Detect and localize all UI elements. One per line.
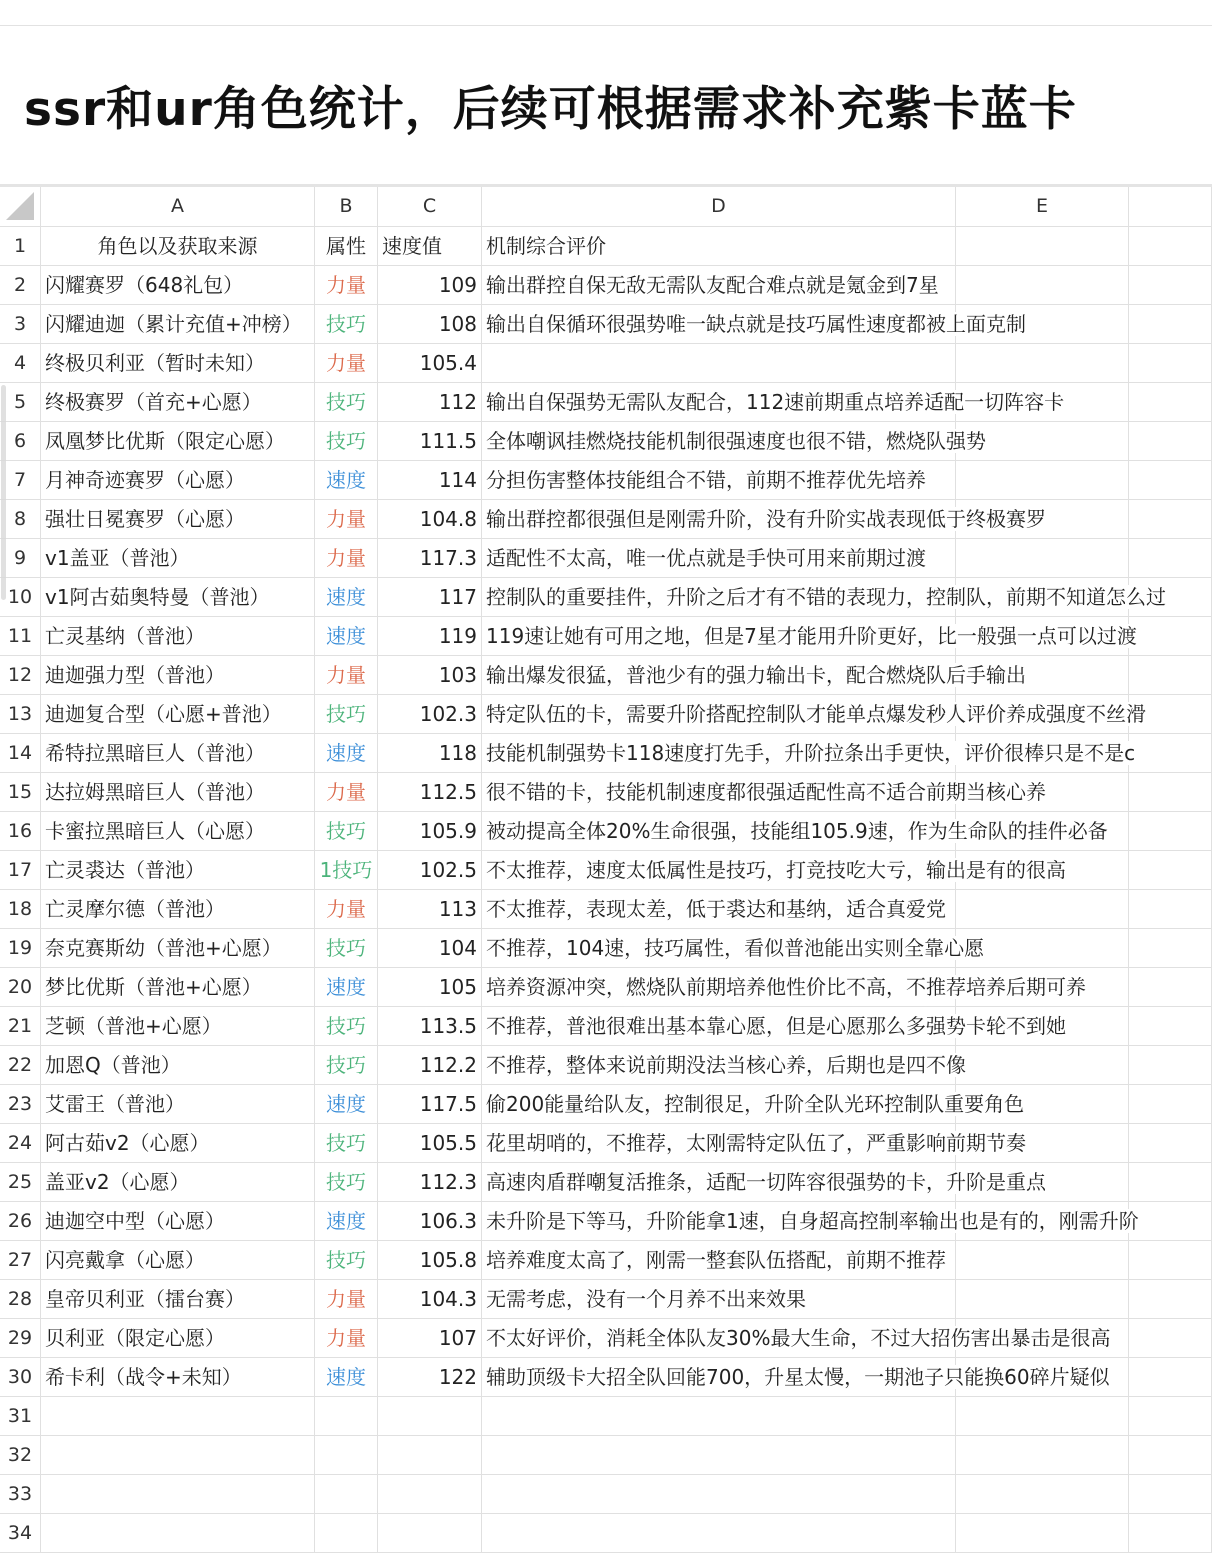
cell-character[interactable]: 亡灵摩尔德（普池） [41,890,315,929]
cell-attribute[interactable]: 技巧 [315,812,378,851]
cell-review[interactable] [482,500,1046,539]
table-row [0,656,1212,695]
row-number[interactable]: 31 [0,1397,41,1436]
table-row [0,812,1212,851]
cell-attribute[interactable]: 速度 [315,1085,378,1124]
cell-speed[interactable]: 102.5 [378,851,482,890]
table-row [0,851,1212,890]
review-text: 全体嘲讽挂燃烧技能机制很强速度也很不错，燃烧队强势 [486,429,986,453]
cell-attribute[interactable]: 力量 [315,500,378,539]
row-number[interactable]: 20 [0,968,41,1007]
cell-e[interactable] [956,1280,1129,1319]
cell-speed[interactable]: 117.5 [378,1085,482,1124]
cell-f[interactable] [1129,773,1212,812]
row-number[interactable]: 12 [0,656,41,695]
cell-speed[interactable]: 108 [378,305,482,344]
review-text: 输出群控自保无敌无需队友配合难点就是氪金到7星 [486,273,939,297]
empty-row [0,1397,1212,1436]
cell-e[interactable] [956,227,1129,266]
table-row-header [0,227,1212,266]
cell-f[interactable] [1129,734,1212,773]
cell-character[interactable]: 凤凰梦比优斯（限定心愿） [41,422,315,461]
review-text: 不推荐，整体来说前期没法当核心养，后期也是四不像 [486,1053,966,1077]
cell-f[interactable] [1129,305,1212,344]
cell-review[interactable] [482,812,1108,851]
column-header-row [0,184,1212,227]
table-row [0,344,1212,383]
review-text: 技能机制强势卡118速度打先手，升阶拉条出手更快，评价很棒只是不是c [486,741,1136,765]
cell-review[interactable] [482,266,956,305]
table-row [0,1124,1212,1163]
cell-e[interactable] [956,461,1129,500]
cell-speed[interactable]: 118 [378,734,482,773]
row-number[interactable]: 24 [0,1124,41,1163]
table-row [0,305,1212,344]
cell-attribute[interactable]: 力量 [315,266,378,305]
empty-row [0,1514,1212,1553]
cell-character[interactable]: 闪耀赛罗（648礼包） [41,266,315,305]
row-number[interactable]: 7 [0,461,41,500]
table-row [0,500,1212,539]
cell-character[interactable]: 阿古茹v2（心愿） [41,1124,315,1163]
review-text: 控制队的重要挂件，升阶之后才有不错的表现力，控制队，前期不知道怎么过 [486,585,1166,609]
review-text: 高速肉盾群嘲复活推条，适配一切阵容很强势的卡，升阶是重点 [486,1170,1046,1194]
cell-review[interactable] [482,305,1026,344]
cell-attribute[interactable]: 速度 [315,1202,378,1241]
cell-review[interactable] [482,422,986,461]
cell-f[interactable] [1129,1124,1212,1163]
cell-c[interactable] [378,1475,482,1514]
cell-b[interactable] [315,1514,378,1553]
cell-d[interactable] [482,1514,956,1553]
cell-speed[interactable]: 112.2 [378,1046,482,1085]
cell-character[interactable]: 达拉姆黑暗巨人（普池） [41,773,315,812]
row-number[interactable]: 23 [0,1085,41,1124]
cell-f[interactable] [1129,344,1212,383]
cell-d[interactable] [482,1397,956,1436]
cell-review[interactable] [482,890,956,929]
cell-character[interactable]: 迪迦复合型（心愿+普池） [41,695,315,734]
table-row [0,1007,1212,1046]
cell-review[interactable] [482,851,1066,890]
row-number[interactable]: 13 [0,695,41,734]
top-toolbar [0,0,1212,26]
row-number[interactable]: 30 [0,1358,41,1397]
review-text: 119速让她有可用之地，但是7星才能用升阶更好，比一般强一点可以过渡 [486,624,1137,648]
review-text: 不推荐，普池很难出基本靠心愿，但是心愿那么多强势卡轮不到她 [486,1014,1066,1038]
cell-attribute[interactable]: 技巧 [315,1241,378,1280]
row-number[interactable]: 28 [0,1280,41,1319]
cell-speed[interactable]: 112.3 [378,1163,482,1202]
cell-speed[interactable]: 105 [378,968,482,1007]
table-row [0,578,1212,617]
cell-f[interactable] [1129,812,1212,851]
cell-f[interactable] [1129,500,1212,539]
cell-review[interactable] [482,1046,966,1085]
cell-speed[interactable]: 119 [378,617,482,656]
cell-review[interactable] [482,1358,1110,1397]
cell-b[interactable] [315,1475,378,1514]
row-number[interactable]: 10 [0,578,41,617]
cell-f[interactable] [1129,1475,1212,1514]
row-number[interactable]: 8 [0,500,41,539]
column-header-b[interactable]: B [315,187,378,227]
header-cell-attribute[interactable]: 属性 [315,227,378,266]
cell-character[interactable]: 强壮日冕赛罗（心愿） [41,500,315,539]
cell-c[interactable] [378,1436,482,1475]
review-text: 未升阶是下等马，升阶能拿1速，自身超高控制率输出也是有的，刚需升阶 [486,1209,1139,1233]
cell-attribute[interactable]: 力量 [315,656,378,695]
row-number[interactable]: 21 [0,1007,41,1046]
cell-character[interactable]: 亡灵基纳（普池） [41,617,315,656]
table-row [0,1241,1212,1280]
table-row [0,461,1212,500]
review-text: 分担伤害整体技能组合不错，前期不推荐优先培养 [486,468,926,492]
cell-a[interactable] [41,1514,315,1553]
cell-character[interactable]: 迪迦强力型（普池） [41,656,315,695]
cell-f[interactable] [1129,890,1212,929]
row-number[interactable]: 22 [0,1046,41,1085]
cell-e[interactable] [956,1436,1129,1475]
row-number[interactable]: 9 [0,539,41,578]
cell-attribute[interactable]: 力量 [315,1280,378,1319]
cell-attribute[interactable]: 技巧 [315,305,378,344]
table-row [0,1319,1212,1358]
cell-f[interactable] [1129,1319,1212,1358]
cell-b[interactable] [315,1397,378,1436]
column-header-d[interactable]: D [482,187,956,227]
cell-speed[interactable]: 105.9 [378,812,482,851]
cell-speed[interactable]: 104 [378,929,482,968]
table-row [0,1085,1212,1124]
cell-character[interactable]: v1盖亚（普池） [41,539,315,578]
cell-review[interactable] [482,1241,956,1280]
review-text: 不太推荐，速度太低属性是技巧，打竞技吃大亏，输出是有的很高 [486,858,1066,882]
cell-f[interactable] [1129,1007,1212,1046]
cell-f[interactable] [1129,539,1212,578]
review-text: 适配性不太高，唯一优点就是手快可用来前期过渡 [486,546,926,570]
table-row [0,695,1212,734]
cell-character[interactable]: v1阿古茹奥特曼（普池） [41,578,315,617]
cell-f[interactable] [1129,383,1212,422]
cell-attribute[interactable]: 速度 [315,734,378,773]
cell-attribute[interactable]: 速度 [315,1358,378,1397]
cell-a[interactable] [41,1436,315,1475]
row-number[interactable]: 33 [0,1475,41,1514]
cell-review[interactable] [482,344,956,383]
cell-review[interactable] [482,461,956,500]
cell-character[interactable]: 芝顿（普池+心愿） [41,1007,315,1046]
cell-attribute[interactable]: 技巧 [315,1046,378,1085]
review-text: 输出自保强势无需队友配合，112速前期重点培养适配一切阵容卡 [486,390,1065,414]
table-row [0,422,1212,461]
cell-e[interactable] [956,344,1129,383]
cell-f[interactable] [1129,1241,1212,1280]
row-number[interactable]: 2 [0,266,41,305]
cell-attribute[interactable]: 力量 [315,890,378,929]
cell-e[interactable] [956,1241,1129,1280]
cell-review[interactable] [482,1280,956,1319]
row-number[interactable]: 5 [0,383,41,422]
cell-speed[interactable]: 112.5 [378,773,482,812]
header-cell-speed[interactable]: 速度值 [378,227,482,266]
cell-speed[interactable]: 102.3 [378,695,482,734]
cell-speed[interactable]: 113.5 [378,1007,482,1046]
cell-f[interactable] [1129,656,1212,695]
cell-review[interactable] [482,734,1136,773]
cell-speed[interactable]: 117.3 [378,539,482,578]
cell-character[interactable]: 奈克赛斯幼（普池+心愿） [41,929,315,968]
row-number[interactable]: 27 [0,1241,41,1280]
header-cell-name[interactable]: 角色以及获取来源 [41,227,315,266]
row-number[interactable]: 6 [0,422,41,461]
review-text: 输出爆发很猛，普池少有的强力输出卡，配合燃烧队后手输出 [486,663,1026,687]
cell-attribute[interactable]: 力量 [315,539,378,578]
cell-attribute[interactable]: 技巧 [315,695,378,734]
cell-f[interactable] [1129,1046,1212,1085]
row-number[interactable]: 17 [0,851,41,890]
cell-review[interactable] [482,383,1065,422]
cell-attribute[interactable]: 技巧 [315,1124,378,1163]
cell-speed[interactable]: 113 [378,890,482,929]
row-number[interactable]: 1 [0,227,41,266]
cell-f[interactable] [1129,1358,1212,1397]
cell-speed[interactable]: 104.3 [378,1280,482,1319]
cell-c[interactable] [378,1514,482,1553]
review-text: 培养难度太高了，刚需一整套队伍搭配，前期不推荐 [486,1248,946,1272]
cell-f[interactable] [1129,1280,1212,1319]
cell-e[interactable] [956,1397,1129,1436]
cell-speed[interactable]: 112 [378,383,482,422]
sheet-title: ssr和ur角色统计，后续可根据需求补充紫卡蓝卡 [24,82,1077,137]
cell-speed[interactable]: 107 [378,1319,482,1358]
cell-attribute[interactable]: 速度 [315,461,378,500]
cell-character[interactable]: 加恩Q（普池） [41,1046,315,1085]
table-row [0,1358,1212,1397]
cell-speed[interactable]: 105.4 [378,344,482,383]
table-row [0,1280,1212,1319]
cell-d[interactable] [482,1475,956,1514]
cell-attribute[interactable]: 技巧 [315,1007,378,1046]
cell-a[interactable] [41,1397,315,1436]
row-number[interactable]: 11 [0,617,41,656]
cell-review[interactable] [482,539,956,578]
row-number[interactable]: 16 [0,812,41,851]
cell-f[interactable] [1129,1202,1212,1241]
table-row [0,617,1212,656]
cell-speed[interactable]: 105.8 [378,1241,482,1280]
cell-character[interactable]: 希卡利（战令+未知） [41,1358,315,1397]
header-cell-review[interactable]: 机制综合评价 [482,227,956,266]
cell-e[interactable] [956,1475,1129,1514]
review-text: 辅助顶级卡大招全队回能700，升星太慢，一期池子只能换60碎片疑似 [486,1365,1110,1389]
cell-attribute[interactable]: 速度 [315,578,378,617]
cell-character[interactable]: 闪亮戴拿（心愿） [41,1241,315,1280]
cell-attribute[interactable]: 技巧 [315,422,378,461]
cell-speed[interactable]: 104.8 [378,500,482,539]
cell-review[interactable] [482,1163,1046,1202]
cell-speed[interactable]: 105.5 [378,1124,482,1163]
cell-c[interactable] [378,1397,482,1436]
cell-e[interactable] [956,1046,1129,1085]
cell-review[interactable] [482,1124,1026,1163]
review-text: 不太好评价，消耗全体队友30%最大生命，不过大招伤害出暴击是很高 [486,1326,1111,1350]
column-header-f[interactable] [1129,187,1212,227]
row-number[interactable]: 34 [0,1514,41,1553]
row-number[interactable]: 19 [0,929,41,968]
table-row [0,734,1212,773]
row-number[interactable]: 18 [0,890,41,929]
table-row [0,383,1212,422]
cell-e[interactable] [956,890,1129,929]
cell-e[interactable] [956,266,1129,305]
cell-f[interactable] [1129,1163,1212,1202]
table-row [0,266,1212,305]
table-row [0,890,1212,929]
row-number[interactable]: 14 [0,734,41,773]
review-text: 特定队伍的卡，需要升阶搭配控制队才能单点爆发秒人评价养成强度不丝滑 [486,702,1146,726]
cell-f[interactable] [1129,617,1212,656]
cell-review[interactable] [482,1319,1111,1358]
review-text: 无需考虑，没有一个月养不出来效果 [486,1287,806,1311]
review-text: 很不错的卡，技能机制速度都很强适配性高不适合前期当核心养 [486,780,1046,804]
review-text: 花里胡哨的，不推荐，太刚需特定队伍了，严重影响前期节奏 [486,1131,1026,1155]
empty-row [0,1475,1212,1514]
row-number[interactable]: 4 [0,344,41,383]
cell-review[interactable] [482,1007,1066,1046]
review-text: 输出自保循环很强势唯一缺点就是技巧属性速度都被上面克制 [486,312,1026,336]
cell-attribute[interactable]: 技巧 [315,929,378,968]
table-row [0,539,1212,578]
review-text: 培养资源冲突，燃烧队前期培养他性价比不高，不推荐培养后期可养 [486,975,1086,999]
cell-speed[interactable]: 103 [378,656,482,695]
review-text: 不推荐，104速，技巧属性，看似普池能出实则全靠心愿 [486,936,985,960]
cell-f[interactable] [1129,1085,1212,1124]
cell-attribute[interactable]: 速度 [315,617,378,656]
cell-attribute[interactable]: 速度 [315,968,378,1007]
table-row [0,968,1212,1007]
vertical-scrollbar[interactable] [1,385,6,600]
cell-f[interactable] [1129,929,1212,968]
cell-attribute[interactable]: 力量 [315,773,378,812]
cell-attribute[interactable]: 技巧 [315,1163,378,1202]
review-text [486,351,488,375]
cell-speed[interactable]: 114 [378,461,482,500]
cell-review[interactable] [482,929,985,968]
cell-character[interactable]: 闪耀迪迦（累计充值+冲榜） [41,305,315,344]
cell-review[interactable] [482,968,1086,1007]
spreadsheet-grid [0,184,1212,1553]
column-header-e[interactable]: E [956,187,1129,227]
cell-f[interactable] [1129,227,1212,266]
cell-attribute[interactable]: 力量 [315,344,378,383]
cell-review[interactable] [482,1202,1139,1241]
cell-f[interactable] [1129,1397,1212,1436]
cell-character[interactable]: 终极贝利亚（暂时未知） [41,344,315,383]
review-text: 被动提高全体20%生命很强，技能组105.9速，作为生命队的挂件必备 [486,819,1108,843]
cell-character[interactable]: 梦比优斯（普池+心愿） [41,968,315,1007]
cell-speed[interactable]: 109 [378,266,482,305]
table-row [0,1163,1212,1202]
cell-character[interactable]: 盖亚v2（心愿） [41,1163,315,1202]
cell-character[interactable]: 贝利亚（限定心愿） [41,1319,315,1358]
column-header-c[interactable]: C [378,187,482,227]
cell-review[interactable] [482,656,1026,695]
cell-speed[interactable]: 117 [378,578,482,617]
row-number[interactable]: 3 [0,305,41,344]
cell-character[interactable]: 月神奇迹赛罗（心愿） [41,461,315,500]
cell-review[interactable] [482,1085,1025,1124]
table-row [0,1202,1212,1241]
cell-d[interactable] [482,1436,956,1475]
cell-f[interactable] [1129,266,1212,305]
cell-f[interactable] [1129,1436,1212,1475]
row-number[interactable]: 32 [0,1436,41,1475]
cell-b[interactable] [315,1436,378,1475]
row-number[interactable]: 29 [0,1319,41,1358]
cell-attribute[interactable]: 1技巧 [315,851,378,890]
cell-character[interactable]: 亡灵裘达（普池） [41,851,315,890]
table-row [0,773,1212,812]
cell-character[interactable]: 迪迦空中型（心愿） [41,1202,315,1241]
column-header-a[interactable]: A [41,187,315,227]
cell-f[interactable] [1129,422,1212,461]
cell-review[interactable] [482,617,1137,656]
empty-row [0,1436,1212,1475]
review-text: 偷200能量给队友，控制很足，升阶全队光环控制队重要角色 [486,1092,1025,1116]
cell-review[interactable] [482,773,1046,812]
review-text: 不太推荐，表现太差，低于裘达和基纳，适合真爱党 [486,897,946,921]
row-number[interactable]: 25 [0,1163,41,1202]
row-number[interactable]: 15 [0,773,41,812]
cell-speed[interactable]: 106.3 [378,1202,482,1241]
cell-a[interactable] [41,1475,315,1514]
cell-character[interactable]: 艾雷王（普池） [41,1085,315,1124]
cell-character[interactable]: 卡蜜拉黑暗巨人（心愿） [41,812,315,851]
cell-f[interactable] [1129,1514,1212,1553]
select-all-corner[interactable] [0,187,41,227]
cell-f[interactable] [1129,461,1212,500]
cell-speed[interactable]: 122 [378,1358,482,1397]
cell-e[interactable] [956,539,1129,578]
row-number[interactable]: 26 [0,1202,41,1241]
cell-character[interactable]: 皇帝贝利亚（擂台赛） [41,1280,315,1319]
cell-e[interactable] [956,1514,1129,1553]
table-row [0,929,1212,968]
cell-character[interactable]: 终极赛罗（首充+心愿） [41,383,315,422]
cell-character[interactable]: 希特拉黑暗巨人（普池） [41,734,315,773]
cell-f[interactable] [1129,968,1212,1007]
cell-attribute[interactable]: 技巧 [315,383,378,422]
cell-attribute[interactable]: 力量 [315,1319,378,1358]
cell-f[interactable] [1129,851,1212,890]
cell-review[interactable] [482,578,1166,617]
review-text: 输出群控都很强但是刚需升阶，没有升阶实战表现低于终极赛罗 [486,507,1046,531]
cell-review[interactable] [482,695,1146,734]
table-row [0,1046,1212,1085]
cell-speed[interactable]: 111.5 [378,422,482,461]
